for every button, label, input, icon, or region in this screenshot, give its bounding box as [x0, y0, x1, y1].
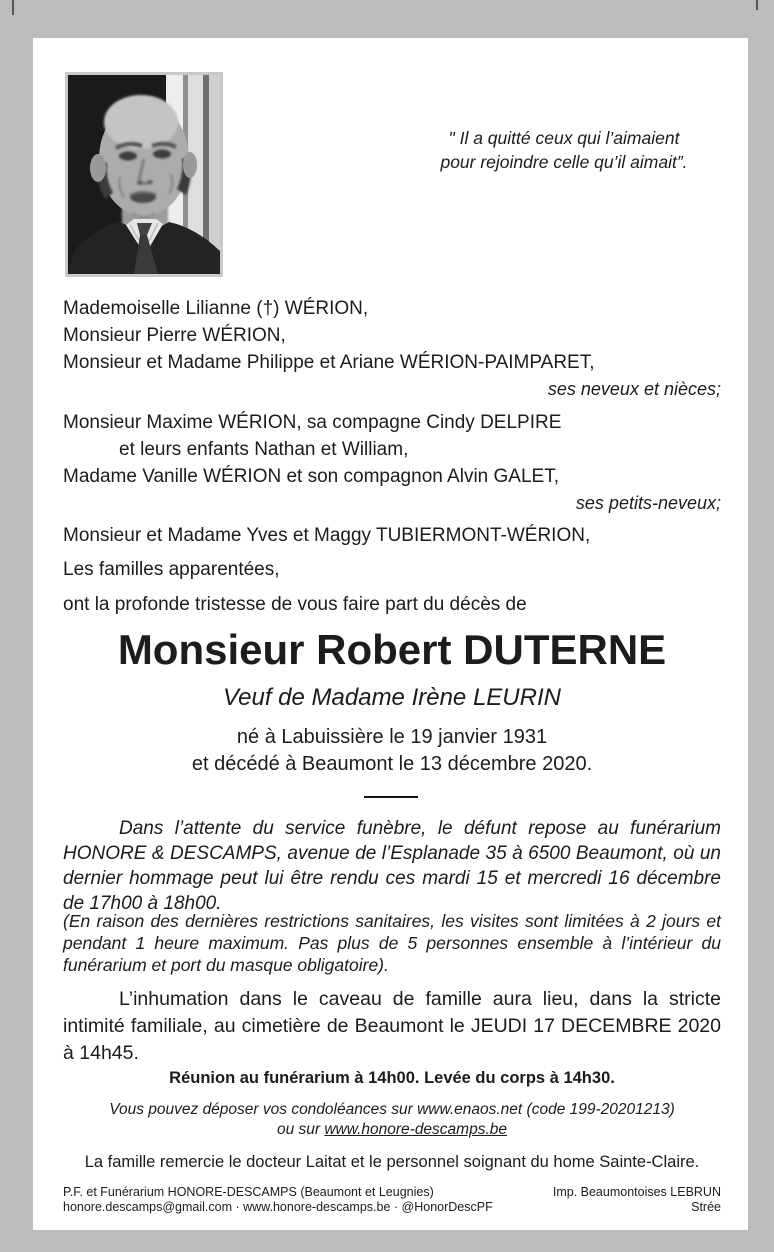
- epitaph-quote-line2: pour rejoindre celle qu’il aimait”.: [440, 152, 688, 172]
- meeting-line: Réunion au funérarium à 14h00. Levée du corps à 14h30.: [169, 1069, 615, 1087]
- condolences-line2-prefix: ou sur: [276, 1121, 325, 1138]
- footer-funeral-home: [63, 1185, 493, 1215]
- crop-mark-right: [756, 0, 758, 10]
- relative-line-philippe: Monsieur et Madame Philippe et Ariane WÉRION-PAIMPARET,: [63, 352, 595, 373]
- death-line: et décédé à Beaumont le 13 décembre 2020.: [191, 753, 593, 775]
- thanks-line: La famille remercie le docteur Laitat et le personnel soignant du home Sainte-Claire.: [84, 1153, 700, 1171]
- deceased-subtitle: Veuf de Madame Irène LEURIN: [223, 684, 561, 711]
- deceased-portrait-photo: [65, 72, 223, 277]
- relative-line-maxime: Monsieur Maxime WÉRION, sa compagne Cindy DELPIRE: [63, 412, 562, 433]
- funeral-home-url-link[interactable]: www.honore-descamps.be: [324, 1121, 508, 1138]
- epitaph-quote-line1: " Il a quitté ceux qui l’aimaient: [448, 128, 680, 148]
- announcement-line: ont la profonde tristesse de vous faire part du décès de: [63, 594, 527, 615]
- birth-line: né à Labuissière le 19 janvier 1931: [236, 726, 548, 748]
- footer-funeral-home-contacts: honore.descamps@gmail.com · www.honore-descamps.be · @HonorDescPF: [63, 1200, 493, 1214]
- relative-line-tubiermont: Monsieur et Madame Yves et Maggy TUBIERMONT-WÉRION,: [63, 525, 591, 546]
- relative-line-lilianne: Mademoiselle Lilianne (†) WÉRION,: [63, 298, 369, 319]
- footer-printer-name: Imp. Beaumontoises LEBRUN: [552, 1185, 721, 1199]
- portrait-illustration: [68, 75, 220, 274]
- condolences-line1: Vous pouvez déposer vos condoléances sur www.enaos.net (code 199-20201213): [109, 1101, 675, 1118]
- relation-petits-neveux: ses petits-neveux;: [575, 493, 721, 513]
- burial-paragraph: L’inhumation dans le caveau de famille aura lieu, dans la stricte intimité familiale, au cimetière de Beaumont le JEUDI 17 DECEMBRE 2020 à 14h45.: [63, 988, 721, 1064]
- repose-paragraph: Dans l’attente du service funèbre, le défunt repose au funérarium HONORE & DESCAMPS, avenue de l’Esplanade 35 à 6500 Beaumont, où un dernier hommage peut lui être rendu ces mardi 15 et mercredi 16 décembre de 17h00 à 18h00.: [63, 818, 721, 914]
- relation-neveux: ses neveux et nièces;: [547, 379, 721, 399]
- crop-mark-left: [12, 0, 14, 15]
- footer-printer: [553, 1185, 721, 1215]
- relative-line-pierre: Monsieur Pierre WÉRION,: [63, 325, 286, 346]
- footer-printer-city: Strée: [691, 1200, 721, 1214]
- deceased-name: Monsieur Robert DUTERNE: [117, 626, 667, 673]
- condolences-block: [63, 1100, 721, 1140]
- condolences-line2: [63, 1120, 721, 1140]
- relative-line-vanille: Madame Vanille WÉRION et son compagnon Alvin GALET,: [63, 466, 559, 487]
- epitaph-quote: [428, 126, 700, 174]
- relative-line-enfants: et leurs enfants Nathan et William,: [119, 439, 409, 460]
- relative-line-familles: Les familles apparentées,: [63, 559, 280, 580]
- section-divider: [364, 796, 418, 798]
- footer-funeral-home-name: P.F. et Funérarium HONORE-DESCAMPS (Beaumont et Leugnies): [63, 1185, 434, 1199]
- obituary-card: [33, 38, 748, 1230]
- covid-restrictions-note: (En raison des dernières restrictions sanitaires, les visites sont limitées à 2 jours et pendant 1 heure maximum. Pas plus de 5 personnes ensemble à l’intérieur du funérarium et port du masque obligatoire).: [63, 911, 721, 975]
